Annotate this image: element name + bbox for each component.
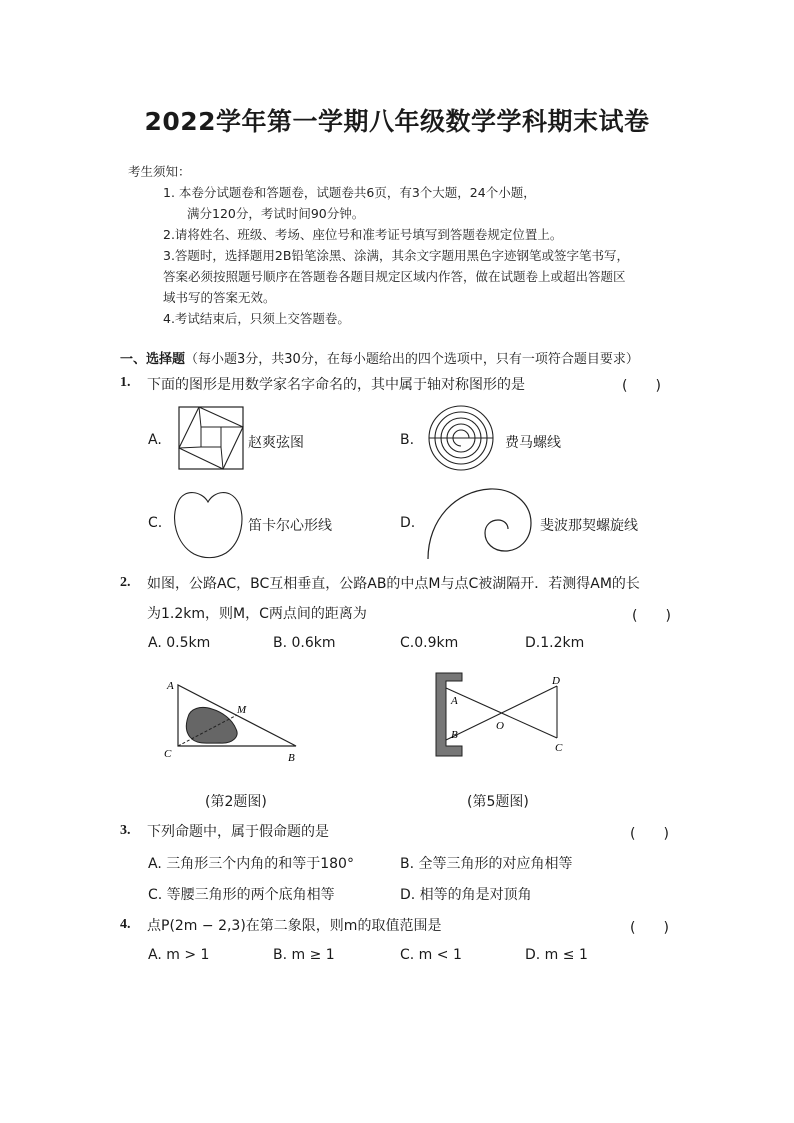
q3-answer-paren: ( ) bbox=[630, 826, 669, 842]
q2-option-c: C.0.9km bbox=[400, 635, 459, 651]
q3-option-a: A. 三角形三个内角的和等于180° bbox=[148, 856, 354, 872]
q3-option-d: D. 相等的角是对顶角 bbox=[400, 887, 532, 903]
q5-label-d: D bbox=[552, 675, 560, 687]
q1-text: 下面的图形是用数学家名字命名的，其中属于轴对称图形的是 bbox=[147, 377, 525, 393]
q3-option-b: B. 全等三角形的对应角相等 bbox=[400, 856, 573, 872]
notice-line-1: 1. 本卷分试题卷和答题卷，试题卷共6页，有3个大题，24个小题， bbox=[163, 185, 536, 200]
q2-option-a: A. 0.5km bbox=[148, 635, 211, 651]
q4-number: 4. bbox=[120, 917, 131, 932]
q5-label-a: A bbox=[451, 695, 458, 707]
section-desc: （每小题3分，共30分，在每小题给出的四个选项中，只有一项符合题目要求） bbox=[185, 352, 639, 367]
notice-line-4: 3.答题时，选择题用2B铅笔涂黑、涂满，其余文字题用黑色字迹钢笔或签字笔书写， bbox=[163, 248, 629, 263]
q2-label-b: B bbox=[288, 752, 295, 764]
q2-answer-paren: ( ) bbox=[632, 608, 671, 624]
q1-number: 1. bbox=[120, 375, 131, 390]
q1-option-a-label: 赵爽弦图 bbox=[248, 435, 304, 451]
fibonacci-spiral-diagram bbox=[425, 485, 535, 560]
cardioid-diagram bbox=[172, 488, 244, 560]
q1-option-c-letter: C. bbox=[148, 515, 163, 531]
section-heading bbox=[120, 348, 639, 367]
q2-label-a: A bbox=[167, 680, 174, 692]
notice-line-7: 4.考试结束后，只须上交答题卷。 bbox=[163, 311, 350, 326]
q2-line-1: 如图，公路AC，BC互相垂直，公路AB的中点M与点C被湖隔开．若测得AM的长 bbox=[147, 576, 640, 592]
q1-option-a-letter: A. bbox=[148, 432, 162, 448]
q2-option-b: B. 0.6km bbox=[273, 635, 336, 651]
q4-text: 点P(2m − 2,3)在第二象限，则m的取值范围是 bbox=[147, 918, 442, 934]
q2-triangle-figure bbox=[160, 675, 305, 767]
q5-crossing-figure bbox=[430, 668, 580, 763]
q1-option-b-label: 费马螺线 bbox=[505, 435, 561, 451]
q3-option-c: C. 等腰三角形的两个底角相等 bbox=[148, 887, 335, 903]
q5-label-c: C bbox=[555, 742, 563, 754]
q3-number: 3. bbox=[120, 823, 131, 838]
q4-option-c: C. m < 1 bbox=[400, 947, 462, 963]
notice-heading: 考生须知： bbox=[128, 164, 191, 179]
q1-option-d-letter: D. bbox=[400, 515, 416, 531]
q5-label-b: B bbox=[451, 729, 458, 741]
q1-option-b-letter: B. bbox=[400, 432, 415, 448]
notice-line-2: 满分120分，考试时间90分钟。 bbox=[187, 206, 365, 221]
q3-text: 下列命题中，属于假命题的是 bbox=[147, 824, 329, 840]
q4-option-d: D. m ≤ 1 bbox=[525, 947, 588, 963]
notice-line-3: 2.请将姓名、班级、考场、座位号和准考证号填写到答题卷规定位置上。 bbox=[163, 227, 563, 242]
q2-label-c: C bbox=[164, 748, 172, 760]
q4-answer-paren: ( ) bbox=[630, 920, 669, 936]
zhao-shuang-diagram bbox=[178, 406, 244, 470]
notice-line-6: 域书写的答案无效。 bbox=[163, 290, 276, 305]
q2-label-m: M bbox=[237, 704, 247, 716]
q1-option-d-label: 斐波那契螺旋线 bbox=[540, 518, 638, 534]
q5-label-o: O bbox=[496, 720, 504, 732]
q1-answer-paren: ( ) bbox=[622, 378, 661, 394]
q2-option-d: D.1.2km bbox=[525, 635, 585, 651]
q4-option-a: A. m > 1 bbox=[148, 947, 210, 963]
fermat-spiral-diagram bbox=[425, 405, 497, 471]
exam-title: 2022学年第一学期八年级数学学科期末试卷 bbox=[144, 107, 650, 136]
q2-line-2: 为1.2km，则M，C两点间的距离为 bbox=[147, 606, 367, 622]
section-label: 一、选择题 bbox=[120, 352, 186, 367]
q2-figure-caption: (第2题图) bbox=[205, 794, 267, 810]
q2-number: 2. bbox=[120, 575, 131, 590]
notice-line-5: 答案必须按照题号顺序在答题卷各题目规定区域内作答，做在试题卷上或超出答题区 bbox=[163, 269, 626, 284]
q5-figure-caption: (第5题图) bbox=[467, 794, 529, 810]
q4-option-b: B. m ≥ 1 bbox=[273, 947, 335, 963]
q1-option-c-label: 笛卡尔心形线 bbox=[248, 518, 332, 534]
